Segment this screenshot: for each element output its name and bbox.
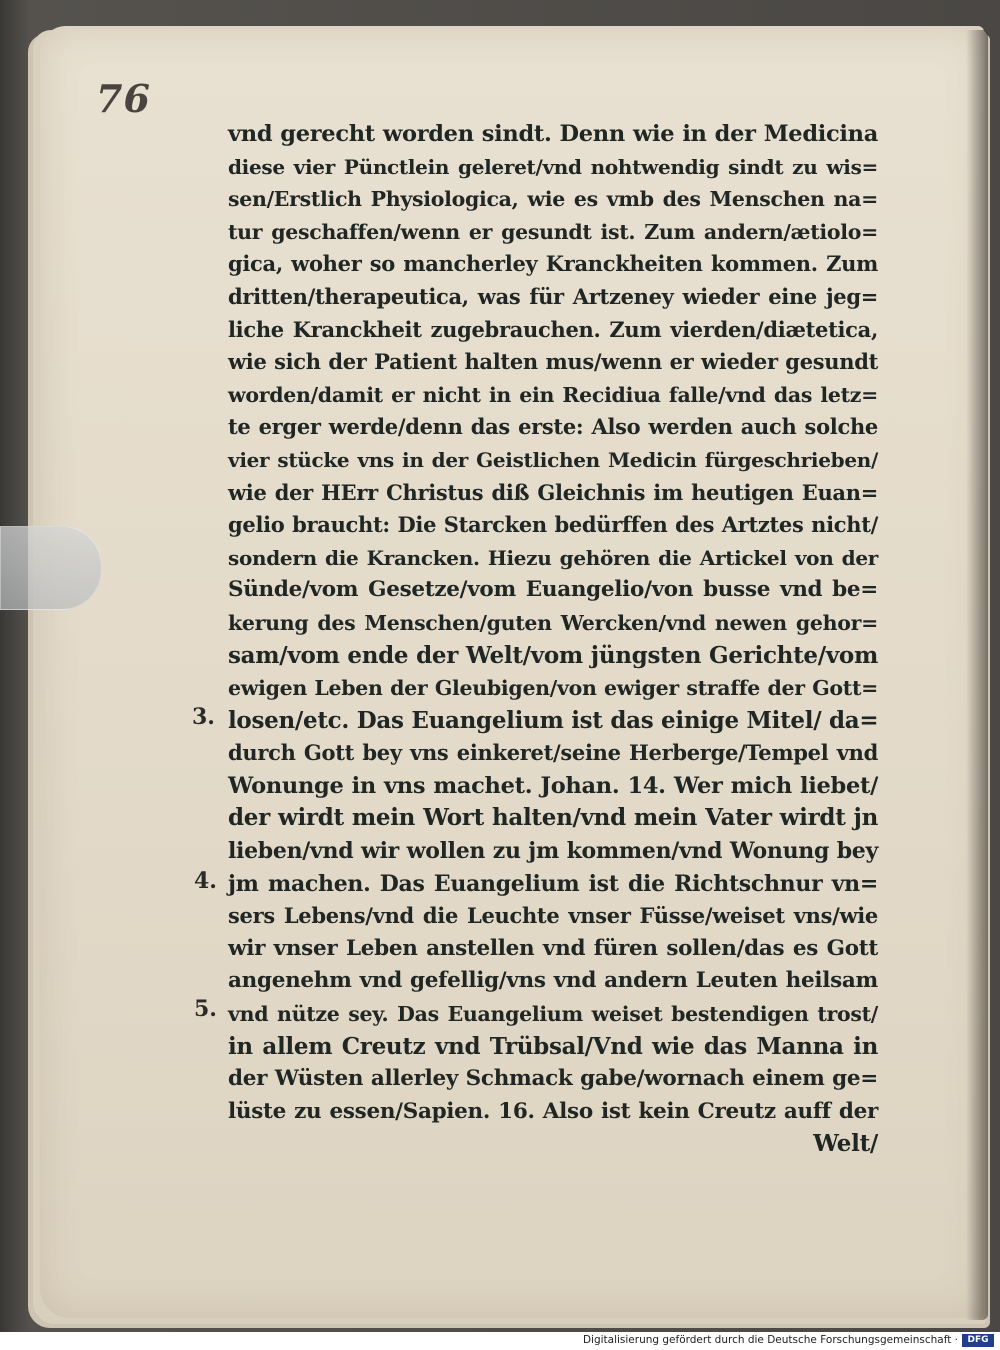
dfg-logo: DFG bbox=[962, 1334, 994, 1347]
text-line: te erger werde/denn das erste: Also werden auch solche bbox=[228, 414, 878, 440]
footer-bar bbox=[0, 1332, 1000, 1350]
text-line: Welt/ bbox=[813, 1130, 878, 1158]
text-line: sen/Erstlich Physiologica, wie es vmb des Menschen na= bbox=[228, 187, 878, 212]
text-line: der Wüsten allerley Schmack gabe/wornach einem ge= bbox=[228, 1066, 878, 1092]
text-line: lieben/vnd wir wollen zu jm kommen/vnd Wonung bey bbox=[228, 838, 878, 865]
text-line: sam/vom ende der Welt/vom jüngsten Gerichte/vom bbox=[228, 641, 878, 669]
page-gutter-shadow bbox=[966, 30, 988, 1320]
footer-credit: Digitalisierung gefördert durch die Deutsche Forschungsgemeinschaft · bbox=[582, 1334, 958, 1346]
text-line: losen/etc. Das Euangelium ist das einige Mitel/ da= bbox=[228, 706, 879, 734]
text-line: gica, woher so mancherley Kranckheiten kommen. Zum bbox=[228, 251, 878, 277]
text-line: liche Kranckheit zugebrauchen. Zum vierden/diætetica, bbox=[228, 316, 878, 342]
plastic-clip bbox=[0, 526, 102, 610]
margin-note-3: 3. bbox=[192, 704, 215, 730]
text-line: diese vier Pünctlein geleret/vnd nohtwendig sindt zu wis= bbox=[228, 154, 878, 179]
text-line: sers Lebens/vnd die Leuchte vnser Füsse/weiset vns/wie bbox=[228, 903, 878, 929]
page-number: 76 bbox=[96, 76, 151, 121]
text-line: Wonunge in vns machet. Johan. 14. Wer mich liebet/ bbox=[228, 772, 878, 799]
text-line: jm machen. Das Euangelium ist die Richtschnur vn= bbox=[228, 870, 878, 897]
text-line: in allem Creutz vnd Trübsal/Vnd wie das Manna in bbox=[228, 1032, 878, 1060]
text-line: tur geschaffen/wenn er gesundt ist. Zum andern/ætiolo= bbox=[228, 219, 878, 244]
text-line: vnd gerecht worden sindt. Denn wie in der Medicina bbox=[228, 121, 878, 147]
text-line: ewigen Leben der Gleubigen/von ewiger straffe der Gott= bbox=[228, 676, 878, 701]
text-line: wir vnser Leben anstellen vnd füren sollen/das es Gott bbox=[228, 935, 878, 961]
text-line: wie der HErr Christus diß Gleichnis im heutigen Euan= bbox=[228, 479, 878, 505]
text-line: durch Gott bey vns einkeret/seine Herberge/Tempel vnd bbox=[228, 740, 878, 766]
text-line: wie sich der Patient halten mus/wenn er wieder gesundt bbox=[228, 349, 878, 375]
text-line: gelio braucht: Die Starcken bedürffen des Artztes nicht/ bbox=[228, 512, 878, 538]
text-line: dritten/therapeutica, was für Artzeney wieder eine jeg= bbox=[228, 283, 878, 309]
text-line: lüste zu essen/Sapien. 16. Also ist kein Creutz auff der bbox=[228, 1098, 878, 1124]
text-line: kerung des Menschen/guten Wercken/vnd newen gehor= bbox=[228, 610, 878, 635]
page-text bbox=[228, 118, 878, 1161]
text-line: Sünde/vom Gesetze/vom Euangelio/von busse vnd be= bbox=[228, 577, 878, 603]
text-line: worden/damit er nicht in ein Recidiua falle/vnd das letz= bbox=[228, 382, 878, 407]
margin-note-5: 5. bbox=[194, 996, 217, 1022]
text-line: vier stücke vns in der Geistlichen Medicin fürgeschrieben/ bbox=[228, 447, 878, 472]
margin-note-4: 4. bbox=[194, 868, 217, 894]
text-line: angenehm vnd gefellig/vns vnd andern Leuten heilsam bbox=[228, 968, 878, 994]
text-line: vnd nütze sey. Das Euangelium weiset bestendigen trost/ bbox=[228, 1002, 878, 1027]
text-line: sondern die Krancken. Hiezu gehören die Artickel von der bbox=[228, 545, 878, 570]
text-line: der wirdt mein Wort halten/vnd mein Vater wirdt jn bbox=[228, 804, 878, 832]
